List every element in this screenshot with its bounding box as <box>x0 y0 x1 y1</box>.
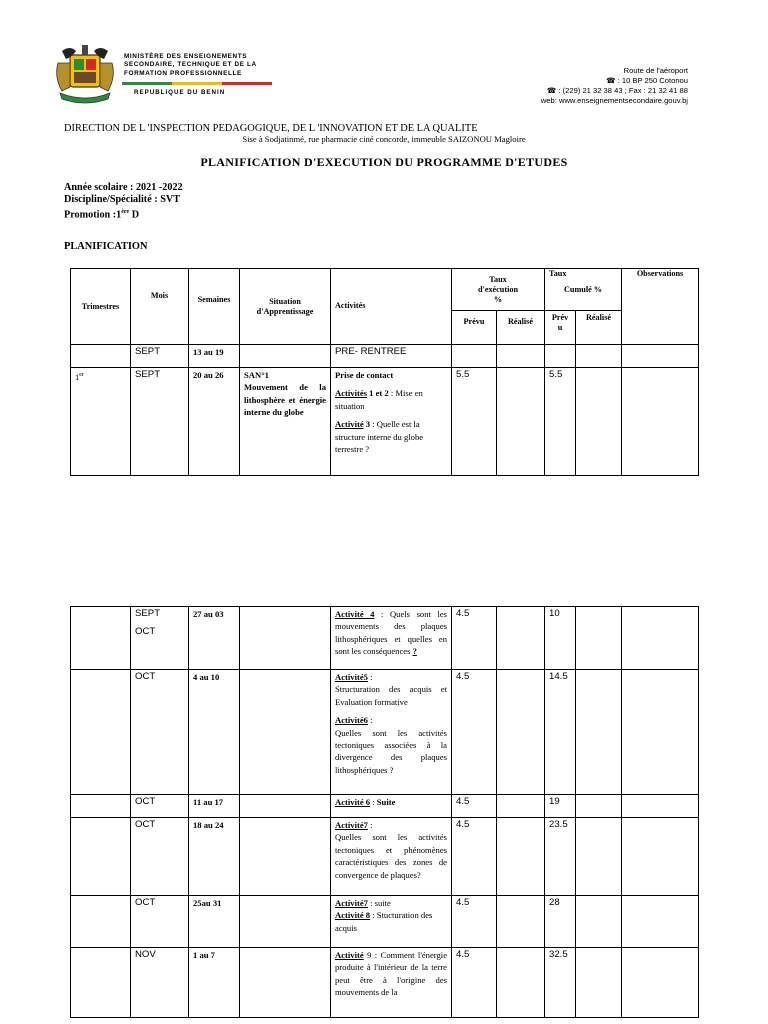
activity-label: Activité6 <box>335 715 368 726</box>
header-prevu-cumul <box>545 311 576 345</box>
cell-cumul-prevu: 28 <box>545 896 576 948</box>
cell-trimestre <box>71 896 131 948</box>
cell-realise <box>497 818 545 896</box>
cell-activite <box>331 795 452 818</box>
republic-label: REPUBLIQUE DU BENIN <box>134 89 226 96</box>
header-activites-text: Activités <box>335 301 366 310</box>
cell-prevu: 4.5 <box>452 607 497 670</box>
activity-question-mark: ? <box>412 646 417 657</box>
activity-label: Activité 6 <box>335 797 371 807</box>
trimestre-sup: er <box>79 372 84 378</box>
contact-line: web: www.enseignementsecondaire.gouv.bj <box>540 96 688 105</box>
header-situation-l1: Situation <box>269 297 301 306</box>
cell-situation <box>240 345 331 368</box>
activity-label: Activité <box>335 950 364 960</box>
activity-text: : Quelle est la structure interne du globe terrestre ? <box>335 419 424 455</box>
header-taux-exec-l3: % <box>493 295 503 304</box>
activity-label: Activité5 <box>335 672 368 682</box>
cell-mois: NOV <box>131 948 189 1018</box>
document-title: PLANIFICATION D'EXECUTION DU PROGRAMME D'ETUDES <box>200 155 568 169</box>
cell-trimestre <box>71 795 131 818</box>
activity-text: : Comment l'énergie produite à l'intérieur de la terre peut être à l'origine des mouvements de la <box>335 950 448 998</box>
cell-realise <box>497 368 545 476</box>
header-taux-cumul-l1: Taux <box>549 269 567 278</box>
header-observations <box>622 269 699 345</box>
contact-line: ☎ : (229) 21 32 38 43 ; Fax : 21 32 41 88 <box>546 86 688 95</box>
cell-cumul-prevu: 5.5 <box>545 368 576 476</box>
activity-line <box>335 819 447 831</box>
cell-semaines: 13 au 19 <box>189 345 240 368</box>
ministry-line: FORMATION PROFESSIONNELLE <box>124 69 242 77</box>
activity-text: Structuration des acquis et Evaluation formative <box>335 684 447 707</box>
header-realise2-text: Réalisé <box>586 313 612 322</box>
contact-block <box>541 66 688 106</box>
cell-cumul-realise <box>576 795 622 818</box>
cell-cumul-prevu: 10 <box>545 607 576 670</box>
cell-cumul-prevu: 19 <box>545 795 576 818</box>
cell-cumul-realise <box>576 948 622 1018</box>
cell-activite <box>331 607 452 670</box>
activity-3 <box>335 418 447 455</box>
activity-1-2 <box>335 387 447 412</box>
header-situation <box>240 269 331 345</box>
address-line: Sise à Sodjatinmé, rue pharmacie ciné concorde, immeuble SAIZONOU Magloire <box>242 134 526 144</box>
cell-cumul-prevu: 14.5 <box>545 670 576 795</box>
cell-realise <box>497 345 545 368</box>
header-mois-text: Mois <box>150 291 169 300</box>
table-row <box>71 948 699 1018</box>
activity-text: : Stucturation des acquis <box>335 910 433 933</box>
cell-cumul-realise <box>576 896 622 948</box>
promotion <box>64 206 183 222</box>
header-semaines <box>189 269 240 345</box>
activity-label: Activité <box>335 419 364 430</box>
header-taux-exec-l1: Taux <box>489 275 507 284</box>
flag-green <box>122 82 172 85</box>
activity-text: : suite <box>367 898 391 908</box>
cell-observations <box>622 896 699 948</box>
header-taux-execution <box>452 269 545 311</box>
table-row <box>71 896 699 948</box>
mois-line: OCT <box>135 626 156 638</box>
cell-observations <box>622 670 699 795</box>
cell-cumul-prevu: 32.5 <box>545 948 576 1018</box>
activity-text: : <box>370 797 377 807</box>
cell-cumul-realise <box>576 368 622 476</box>
table-row <box>71 795 699 818</box>
contact-line: ☎ : 10 BP 250 Cotonou <box>606 76 688 85</box>
cell-cumul-prevu <box>545 345 576 368</box>
activity-line <box>335 714 447 726</box>
cell-mois: OCT <box>131 670 189 795</box>
activity-number: 9 <box>363 950 372 960</box>
promotion-suffix: D <box>129 209 140 221</box>
header-prevu2-l2: u <box>557 323 563 332</box>
table-row <box>71 818 699 896</box>
cell-semaines: 1 au 7 <box>189 948 240 1018</box>
cell-trimestre <box>71 345 131 368</box>
cell-situation <box>240 670 331 795</box>
benin-coat-of-arms-logo <box>52 43 118 107</box>
activity-label: Activités <box>335 388 367 399</box>
cell-semaines: 20 au 26 <box>189 368 240 476</box>
activity-line <box>335 897 447 909</box>
promotion-sup: ère <box>121 209 130 216</box>
table-row <box>71 345 699 368</box>
meta-block <box>64 182 183 222</box>
ministry-line: MINISTÈRE DES ENSEIGNEMENTS <box>124 53 248 60</box>
cell-observations <box>622 607 699 670</box>
header-prevu2-l1: Prév <box>551 313 569 322</box>
header-realise <box>497 311 545 345</box>
flag-red <box>222 82 272 85</box>
header-semaines-text: Semaines <box>197 295 231 304</box>
header-taux-exec-l2: d'exécution <box>477 285 519 294</box>
header-taux-cumule <box>545 269 622 311</box>
activity-text: Quelles sont les activités tectoniques et phénomènes caractéristiques des zones de convergence de plaques? <box>335 832 447 880</box>
activity-suite: Suite <box>376 797 396 807</box>
header-realise-cumul <box>576 311 622 345</box>
cell-observations <box>622 795 699 818</box>
ministry-line: SECONDAIRE, TECHNIQUE ET DE LA <box>124 61 257 69</box>
cell-prevu: 4.5 <box>452 670 497 795</box>
header-realise-text: Réalisé <box>507 317 533 326</box>
cell-prevu: 4.5 <box>452 896 497 948</box>
cell-mois: SEPT <box>131 368 189 476</box>
header-trimestres <box>71 269 131 345</box>
cell-activite <box>331 896 452 948</box>
cell-prevu: 4.5 <box>452 818 497 896</box>
mois-line: SEPT <box>135 608 161 619</box>
header-observations-text: Observations <box>636 269 684 278</box>
activity-text: : Mise en situation <box>335 388 423 411</box>
section-label: PLANIFICATION <box>64 241 148 252</box>
direction-line: DIRECTION DE L 'INSPECTION PEDAGOGIQUE, DE L 'INNOVATION ET DE LA QUALITE <box>64 123 478 134</box>
cell-observations <box>622 345 699 368</box>
table-row <box>71 670 699 795</box>
trimestre-number: 1 <box>75 371 80 382</box>
header-taux-cumul-l2: Cumulé % <box>564 285 602 294</box>
school-year: Année scolaire : 2021 -2022 <box>64 182 183 193</box>
cell-activite <box>331 670 452 795</box>
cell-trimestre <box>71 818 131 896</box>
activity-label: Activité7 <box>335 898 368 908</box>
cell-cumul-realise <box>576 670 622 795</box>
cell-situation <box>240 607 331 670</box>
cell-activite <box>331 368 452 476</box>
cell-cumul-realise <box>576 607 622 670</box>
activity-number: 1 et 2 <box>366 388 389 399</box>
activity-label: Activité 8 <box>335 910 371 921</box>
cell-semaines: 4 au 10 <box>189 670 240 795</box>
cell-situation <box>240 896 331 948</box>
cell-realise <box>497 795 545 818</box>
table-row <box>71 607 699 670</box>
cell-mois: SEPT <box>131 345 189 368</box>
header-trimestres-text: Trimestres <box>81 301 120 311</box>
cell-realise <box>497 607 545 670</box>
activity-number: 3 <box>363 419 371 430</box>
activity-text: : Quels sont les mouvements des plaques lithosphériques et quelles en sont les conséquences <box>335 609 447 657</box>
cell-cumul-realise <box>576 345 622 368</box>
cell-realise <box>497 896 545 948</box>
header-prevu <box>452 311 497 345</box>
cell-situation <box>240 368 331 476</box>
activity-label: Activité7 <box>335 820 368 830</box>
activity-label: Activité 4 <box>335 609 375 619</box>
cell-prevu: 4.5 <box>452 795 497 818</box>
header-situation-l2: d'Apprentissage <box>256 307 314 316</box>
cell-trimestre <box>71 948 131 1018</box>
situation-title: Mouvement de la lithosphère et énergie interne du globe <box>244 382 326 418</box>
header-prevu-text: Prévu <box>463 317 485 326</box>
activity-line <box>335 909 447 934</box>
activity-text: Quelles sont les activités tectoniques associées à la divergence des plaques lithosphériques ? <box>335 727 447 775</box>
cell-semaines: 27 au 03 <box>189 607 240 670</box>
activity-text: : <box>367 672 373 682</box>
header-activites <box>331 269 452 345</box>
cell-semaines: 18 au 24 <box>189 818 240 896</box>
situation-code: SAN°1 <box>244 370 269 380</box>
contact-line: Route de l'aéroport <box>623 66 688 75</box>
promotion-label: Promotion :1 <box>64 209 122 221</box>
planning-table-2 <box>70 606 699 1018</box>
cell-observations <box>622 948 699 1018</box>
activity-line <box>335 671 447 683</box>
cell-situation <box>240 818 331 896</box>
cell-realise <box>497 948 545 1018</box>
cell-prevu <box>452 345 497 368</box>
cell-observations <box>622 368 699 476</box>
cell-situation <box>240 948 331 1018</box>
cell-realise <box>497 670 545 795</box>
planning-table-1 <box>70 268 699 476</box>
cell-situation <box>240 795 331 818</box>
cell-activite <box>331 818 452 896</box>
discipline: Discipline/Spécialité : SVT <box>64 194 181 206</box>
cell-trimestre <box>71 368 131 476</box>
cell-semaines: 25au 31 <box>189 896 240 948</box>
cell-observations <box>622 818 699 896</box>
flag-stripe <box>122 82 272 85</box>
table-row <box>71 368 699 476</box>
cell-prevu: 5.5 <box>452 368 497 476</box>
flag-yellow <box>172 82 222 85</box>
cell-mois: OCT <box>131 896 189 948</box>
activity-text: : <box>367 715 373 726</box>
cell-mois <box>131 607 189 670</box>
cell-activite: PRE- RENTREE <box>331 345 452 368</box>
cell-trimestre <box>71 670 131 795</box>
ministry-name <box>124 53 284 78</box>
cell-cumul-prevu: 23.5 <box>545 818 576 896</box>
activity-prise-contact: Prise de contact <box>335 370 394 380</box>
cell-activite <box>331 948 452 1018</box>
cell-cumul-realise <box>576 818 622 896</box>
cell-semaines: 11 au 17 <box>189 795 240 818</box>
activity-text: : <box>367 820 373 830</box>
cell-mois: OCT <box>131 795 189 818</box>
header-mois <box>131 269 189 345</box>
cell-trimestre <box>71 607 131 670</box>
cell-prevu: 4.5 <box>452 948 497 1018</box>
cell-mois: OCT <box>131 818 189 896</box>
